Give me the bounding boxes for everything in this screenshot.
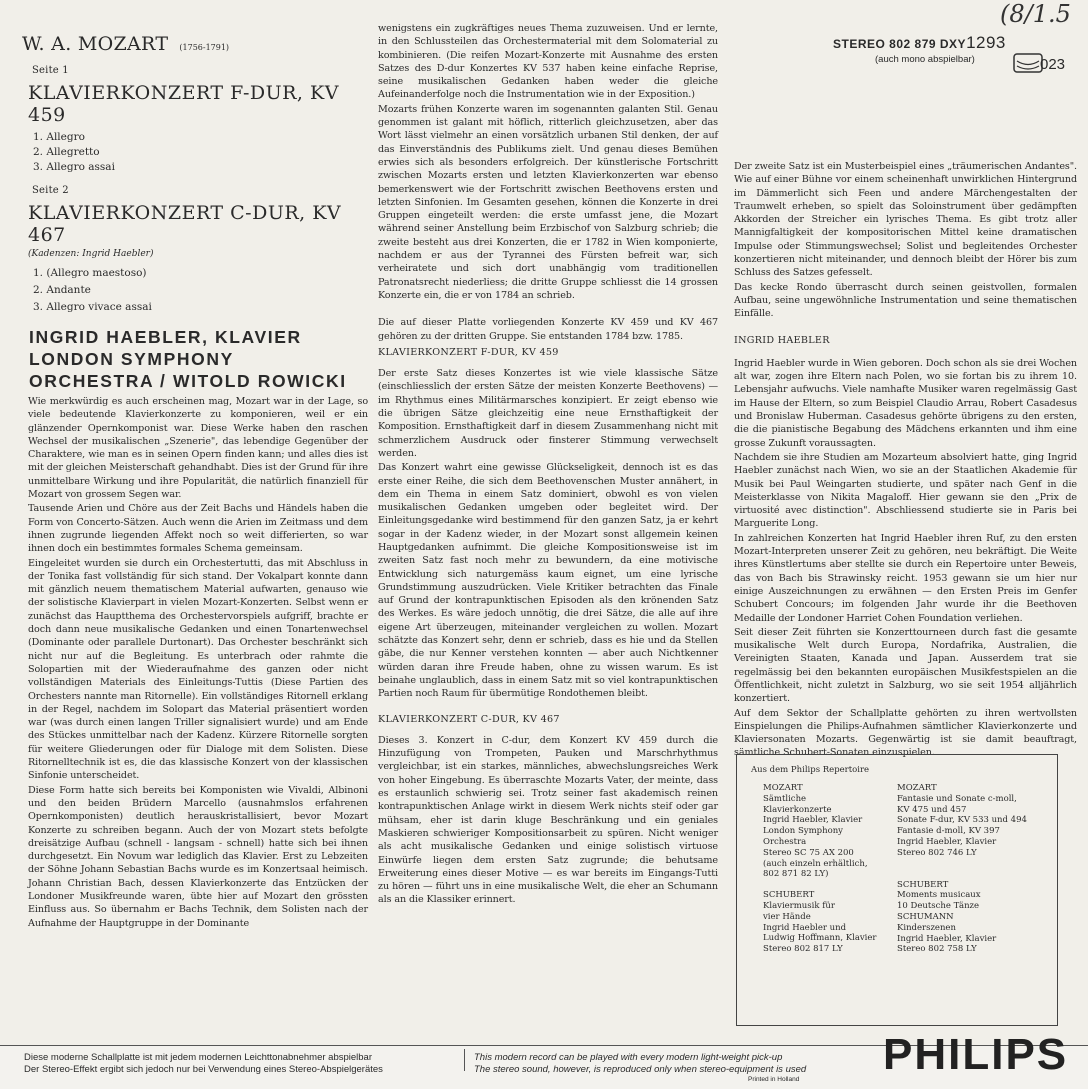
performer-line: INGRID HAEBLER, KLAVIER (29, 327, 302, 347)
section-heading: KLAVIERKONZERT C-DUR, KV 467 (378, 713, 560, 725)
mono-stereo-symbol (1013, 53, 1043, 79)
footer-de (24, 1052, 383, 1076)
repertoire-line: London Symphony (763, 826, 843, 837)
handwritten-note: (8/1.5 (1000, 0, 1071, 28)
repertoire-line: Stereo SC 75 AX 200 (763, 847, 854, 858)
repertoire-box (736, 754, 1058, 1026)
column-1-text (28, 395, 368, 931)
paragraph: Der erste Satz dieses Konzertes ist wie viele klassische Sätze (einschliesslich der ersten Sätze der meisten Konzerte Beethovens) — im Rhythmus eines Militärmarsches konzipiert. Er zeigt ebenso wie die übrigen Sätze gleichzeitig eine neue Ernsthaftigkeit der Komposition. Ernsthaftigkeit darf in diesem Zusammenhang nicht mit schmerzlichem Ausdruck oder finsterer Stimmung verwechselt werden. (378, 368, 718, 459)
paragraph: Auf dem Sektor der Schallplatte gehörten zu ihren wertvollsten Einspielungen die Philips-Aufnahmen sämtlicher Klavierkonzerte und Klaviersonaten Mozarts. Gegenwärtig ist sie damit beauftragt, sämtliche Schubert-Sonaten einzuspielen. (734, 707, 1077, 759)
cadenzas-note: (Kadenzen: Ingrid Haebler) (28, 249, 154, 259)
repertoire-left (763, 783, 903, 955)
footer-en (474, 1052, 806, 1076)
column-3-text (734, 160, 1077, 761)
paragraph: Ingrid Haebler wurde in Wien geboren. Doch schon als sie drei Wochen alt war, zogen ihre Eltern nach Polen, wo sie fortan bis zu ihrem 10. Lebensjahr aufwuchs. Viele namhafte Musiker waren regelmässig Gast im Hause der Eltern, so zum Beispiel Claudio Arrau, Robert Casadesus und Bronislaw Huberman. Casadesus gehörte übrigens zu den ersten, die die pianistische Begabung des Mädchens erkannten und ihm eine grosse Zukunft voraussagten. (734, 357, 1077, 449)
repertoire-line: Stereo 802 817 LY (763, 944, 843, 955)
performer-line: ORCHESTRA / WITOLD ROWICKI (29, 371, 347, 391)
repertoire-composer: SCHUMANN (897, 911, 954, 922)
catalog-number (833, 33, 1006, 53)
paragraph: Nachdem sie ihre Studien am Mozarteum absolviert hatte, ging Ingrid Haebler zunächst nach Wien, wo sie an der Staatlichen Akademie für Musik bei Paul Weingarten studierte, und später nach Genf in die Meisterklasse von Nikita Magaloff. Hier gewann sie den „Prix de virtuosité avec distinction". Abschliessend studierte sie in Paris bei Marguerite Long. (734, 451, 1077, 530)
footer-de-line: Diese moderne Schallplatte ist mit jedem modernen Leichttonabnehmer abspielbar (24, 1052, 372, 1063)
paragraph: Dieses 3. Konzert in C-dur, dem Konzert KV 459 durch die Hinzufügung von Trompeten, Pauken und Marschrhythmus vergleichbar, ist ein starkes, männliches, abwechslungsreiches Werk von hoher Eingebung. Es überraschte Mozarts Vater, der meinte, dass es erstaunlich schwierig sei. Trotz seiner fast akademisch reinen kontrapunktischen Anlage wirkt in diesem Werk nichts steif oder gar mühsam, eher ist darin kluge Beschränkung und ein geniales Maskieren schwieriger Kompositionsarbeit zu spüren. Nicht weniger als acht musikalische Gedanken und einige solistisch virtuose Einwürfe liegen dem ersten Satz zugrunde; die behutsame Erweiterung eines dieser Motive — es war bereits im Eingangs-Tutti zu hören — führt uns in eine musikalische Welt, die eher an Schumann als an die Klassiker erinnert. (378, 734, 718, 906)
intro-paragraph: Die auf dieser Platte vorliegenden Konzerte KV 459 und KV 467 gehören zu der dritten Gruppe. Sie entstanden 1784 bzw. 1785. (378, 317, 718, 342)
side2-label: Seite 2 (32, 185, 69, 196)
movement: 1. Allegro (33, 131, 85, 143)
section-heading: INGRID HAEBLER (734, 334, 830, 346)
composer-line (22, 33, 372, 55)
movement: 3. Allegro assai (33, 161, 115, 173)
movement: 3. Allegro vivace assai (33, 301, 152, 313)
repertoire-line: Stereo 802 746 LY (897, 847, 977, 858)
repertoire-line: KV 475 und 457 (897, 804, 967, 815)
paragraph: wenigstens ein zugkräftiges neues Thema zuzuweisen. Und er lernte, in den Schlussteilen das Orchestermaterial mit dem Solomaterial zu kombinieren. (Die reifen Mozart-Konzerte mit Ausnahme des ersten Satzes des D-dur Konzertes KV 537 haben keine einfache Reprise, seine musikalischen Gedanken haben weder die gleiche Aufeinanderfolge noch die Instrumentation wie in der Exposition.) (378, 23, 718, 101)
repertoire-composer: MOZART (763, 783, 803, 793)
repertoire-line: 10 Deutsche Tänze (897, 901, 980, 912)
philips-logo: PHILIPS (883, 1030, 1069, 1079)
repertoire-line: Orchestra (763, 836, 807, 847)
paragraph: Das Konzert wahrt eine gewisse Glückseligkeit, dennoch ist es das erste einer Reihe, die sich dem Beethovenschen Muster annähert, in dem ein Thema in einem Satz dominiert, obwohl es von vielen musikalischen Gedanken umgeben oder begleitet wird. Der Einleitungsgedanke wird bestimmend für den ganzen Satz, ja er kehrt sogar in der Kadenz wieder, in der Mozart sonst allgemein keinen Hauptgedanken aufnimmt. Die gleiche Kompositionsweise ist im zweiten Satz fast noch mehr zu bewundern, da eine motivische Entwicklung sich naturgemäss kaum eignet, um eine lyrische Grundstimmung auszudrücken. Viele Kritiker betrachten das Finale auf Grund der kontrapunktischen Episoden als den krönenden Satz des Werkes. Es wäre jedoch unnötig, die drei Sätze, die alle auf ihre eigene Art überzeugen, miteinander vergleichen zu wollen. Mozart schätzte das Konzert sehr, denn er schrieb, dass es hie und da Stellen gäbe, die nur Kenner verstehen konnten — aber auch Nichtkenner würden daran ihre Freude haben, ohne zu wissen warum. Es ist beinahe unglaublich, dass in einem Satz mit so viel kontrapunktischen Partien noch Raum für übermütige Rondothemen bleibt. (378, 462, 718, 700)
repertoire-line: Stereo 802 758 LY (897, 944, 977, 955)
performer-line: LONDON SYMPHONY (29, 349, 234, 369)
mono-note: (auch mono abspielbar) (875, 54, 975, 65)
side1-movements (33, 130, 372, 175)
repertoire-title: Aus dem Philips Repertoire (751, 765, 870, 775)
printed-note: Printed in Holland (748, 1076, 800, 1083)
side2-movements (33, 265, 372, 316)
repertoire-line: 802 871 82 LY) (763, 869, 829, 880)
repertoire-line: Ingrid Haebler, Klavier (897, 933, 997, 944)
paragraph: Diese Form hatte sich bereits bei Komponisten wie Vivaldi, Albinoni und den beiden Brüdern Marcello (ausnahmslos erfahrenen Opernkomponisten) deutlich herauskristallisiert, bevor Mozart Konzerte zu schreiben begann. Auch der von Mozart stets befolgte dreisätzige Aufbau (schnell - langsam - schnell) hatte sich bei ihnen durchgesetzt. Ein Novum war lediglich das Klavier. Erst zu Lebzeiten der Söhne Johann Sebastian Bachs wurde es im Konzertsaal heimisch. Johann Christian Bach, dessen Klavierkonzerte das Entzücken der Londoner Musikfreunde waren, übte hier auf Mozart den grössten Einfluss aus. So übernahm er Bachs Technik, dem Solisten nach der Aufnahme der Hauptgruppe in der Dominante (28, 784, 368, 929)
paragraph: Das kecke Rondo überrascht durch seinen geistvollen, formalen Aufbau, seine ungewöhnliche Instrumentation und seine thematischen Einfälle. (734, 281, 1077, 320)
concerto1-title: KLAVIERKONZERT F-DUR, KV 459 (28, 82, 339, 126)
composer-name: W. A. MOZART (22, 33, 169, 55)
footer-divider (464, 1049, 465, 1071)
footer-en-line: The stereo sound, however, is reproduced only when stereo-equipment is used (474, 1064, 807, 1075)
repertoire-composer: MOZART (897, 783, 937, 793)
catalog-sub-code: 023 (1040, 56, 1066, 73)
header-block (22, 33, 372, 392)
paragraph: Eingeleitet wurden sie durch ein Orchestertutti, das mit Abschluss in der Tonika fast vollständig für sich stand. Der Vokalpart konnte dann mit gänzlich neuem thematischem Material aufwarten, genauso wie der solistische Klavierpart in vielen Mozart-Konzerten. Selbst wenn er zunächst das Hauptthema des Orchestervorspiels aufgriff, brachte er doch dann neue musikalische Gedanken und einen Tonartenwechsel (Dominante oder parallele Durtonart). Das Orchester beschränkt sich nicht nur auf die Begleitung. Es unterbrach oder rahmte die Solopartien mit der Wiederaufnahme des ganzen oder nicht vollständigen Materials des Einleitungs-Tuttis (Diese Partien des Orchesters nannte man Ritornelle). Ein vollständiges Ritornell erklang in der Regel, nachdem im Solopart das Material präsentiert worden war (was durch einen langen Triller signalisiert wurde) und am Ende des Stückes unmittelbar nach der Kadenz. Kürzere Ritornelle sorgten für weitere Gliederungen oder für Dialoge mit dem Solisten. Diese Ritornelltechnik ist es, die das klassische Konzert von der klassischen Sinfonie unterscheidet. (28, 557, 368, 782)
paragraph: Wie merkwürdig es auch erscheinen mag, Mozart war in der Lage, so viele bedeutende Klavierkonzerte zu komponieren, weil er ein glänzender Opernkomponist war. Diese Werke haben den raschen Wechsel der musikalischen „Szenerie", das lebendige Gegenüber der Charaktere, wie man es in seinen Opern finden kann; und alles dies ist mit der gleichen Meisterschaft gehandhabt. Dies ist der Grund für ihre unmittelbare Wirkung und ihre Popularität, die natürlich finanziell für Mozart von grossem Segen war. (28, 396, 368, 501)
movement: 2. Andante (33, 284, 91, 296)
repertoire-line: Ludwig Hoffmann, Klavier (763, 933, 877, 944)
repertoire-line: (auch einzeln erhältlich, (763, 858, 868, 869)
movement: 2. Allegretto (33, 146, 100, 158)
concerto2-title: KLAVIERKONZERT C-DUR, KV 467 (28, 202, 342, 246)
repertoire-line: Sonate F-dur, KV 533 und 494 (897, 815, 1027, 826)
repertoire-line: Ingrid Haebler, Klavier (763, 815, 863, 826)
movement: 1. (Allegro maestoso) (33, 267, 147, 279)
paragraph: Der zweite Satz ist ein Musterbeispiel eines „träumerischen Andantes". Wie auf einer Bühne vor einem scheinenhaft unwirklichen Hintergrund im Dämmerlicht sich Feen und andere Märchengestalten der Traumwelt erheben, so spielt das Soloinstrument über gedämpften Akkorden der Streicher ein lyrisches Thema. Es gibt trotz aller Mannigfaltigkeit der kompositorischen Mittel keine dramatischen Impulse oder Stimmungswechsel; Solist und begleitendes Orchester konzertieren nicht miteinander, und dennoch bleibt der Hörer bis zum Schluss des Satzes gefesselt. (734, 161, 1077, 279)
paragraph: In zahlreichen Konzerten hat Ingrid Haebler ihren Ruf, zu den ersten Mozart-Interpreten unserer Zeit zu gehören, neu bekräftigt. Die Weite ihres Künstlertums aber stellte sie durch ein Repertoire unter Beweis, das von Bach bis Strawinsky reicht. 1953 gewann sie um hier nur einige Auszeichnungen zu erwähnen — den Ersten Preis im Genfer Schubert Concours; im folgenden Jahr wurde ihr die Beethoven Medaille der Londoner Harriet Cohen Foundation verliehen. (734, 532, 1077, 624)
composer-dates: (1756-1791) (179, 43, 230, 52)
repertoire-line: Moments musicaux (897, 890, 981, 901)
footer-en-line: This modern record can be played with every modern light-weight pick-up (474, 1052, 783, 1063)
repertoire-line: Fantasie und Sonate c-moll, (897, 793, 1017, 804)
column-2-text (378, 22, 718, 908)
repertoire-composer: SCHUBERT (897, 879, 949, 890)
repertoire-composer: SCHUBERT (763, 890, 815, 901)
performers (29, 326, 372, 392)
repertoire-right (897, 783, 1052, 955)
footer-de-line: Der Stereo-Effekt ergibt sich jedoch nur bei Verwendung eines Stereo-Abspielgerätes (24, 1064, 383, 1075)
side1-label: Seite 1 (32, 65, 69, 76)
paragraph: Tausende Arien und Chöre aus der Zeit Bachs und Händels haben die Form von Concerto-Sätzen. Auch wenn die Arien im Zeitmass und dem ihnen zugrunde liegenden Affekt noch so weit differierten, so war ihnen doch ein bestimmtes formales Schema gemeinsam. (28, 503, 368, 555)
catalog-stamp: 1293 (966, 33, 1006, 52)
repertoire-line: Kinderszenen (897, 922, 956, 933)
repertoire-line: Klavierkonzerte (763, 804, 832, 815)
section-heading: KLAVIERKONZERT F-DUR, KV 459 (378, 346, 559, 358)
catalog-code: STEREO 802 879 DXY (833, 37, 967, 51)
repertoire-line: Ingrid Haebler, Klavier (897, 836, 997, 847)
repertoire-line: vier Hände (763, 911, 811, 922)
repertoire-line: Sämtliche (763, 793, 807, 804)
paragraph: Seit dieser Zeit führten sie Konzerttourneen durch fast die gesamte musikalische Welt durch Europa, Nordafrika, Australien, die Vereinigten Staaten, Kanada und Japan. Ausserdem trat sie regelmässig bei den bekannten europäischen Musikfestspielen an die Öffentlichkeit, nicht zuletzt in Salzburg, wo sie seit 1954 alljährlich konzertiert. (734, 626, 1077, 705)
repertoire-line: Klaviermusik für (763, 900, 835, 911)
repertoire-line: Fantasie d-moll, KV 397 (897, 826, 1000, 837)
repertoire-line: Ingrid Haebler und (763, 922, 847, 933)
paragraph: Mozarts frühen Konzerte waren im sogenannten galanten Stil. Genau genommen ist galant mit höflich, ritterlich gleichzusetzen, aber das Wort lässt vielmehr an einen vorsätzlich urbanen Stil denken, der auf das Einverständnis des Publikums zielt. Und genau dieses Bemühen erwies sich als besonders erfolgreich. Der künstlerische Fortschritt zwischen Mozarts ersten und letzten Klavierkonzerten war ebenso bemerkenswert wie der Fortschritt zwischen Beethovens ersten und letzten Sinfonien. Im Gesamten gesehen, können die Konzerte in drei Gruppen eingeteilt werden: die erste umfasst jene, die Mozart während seiner Anstellung beim Erzbischof von Salzburg schrieb; die zweite besteht aus drei Konzerten, die er 1782 in Wien komponierte, nachdem er aus der Tyrannei des Fürsten befreit war, sich verheiratete und sich dort unabhängig vom traditionellen Patronatsrecht niederliess; die dritte Gruppe schliesst die 14 grossen Konzerte ein, die er von 1784 an schrieb. (378, 103, 718, 301)
